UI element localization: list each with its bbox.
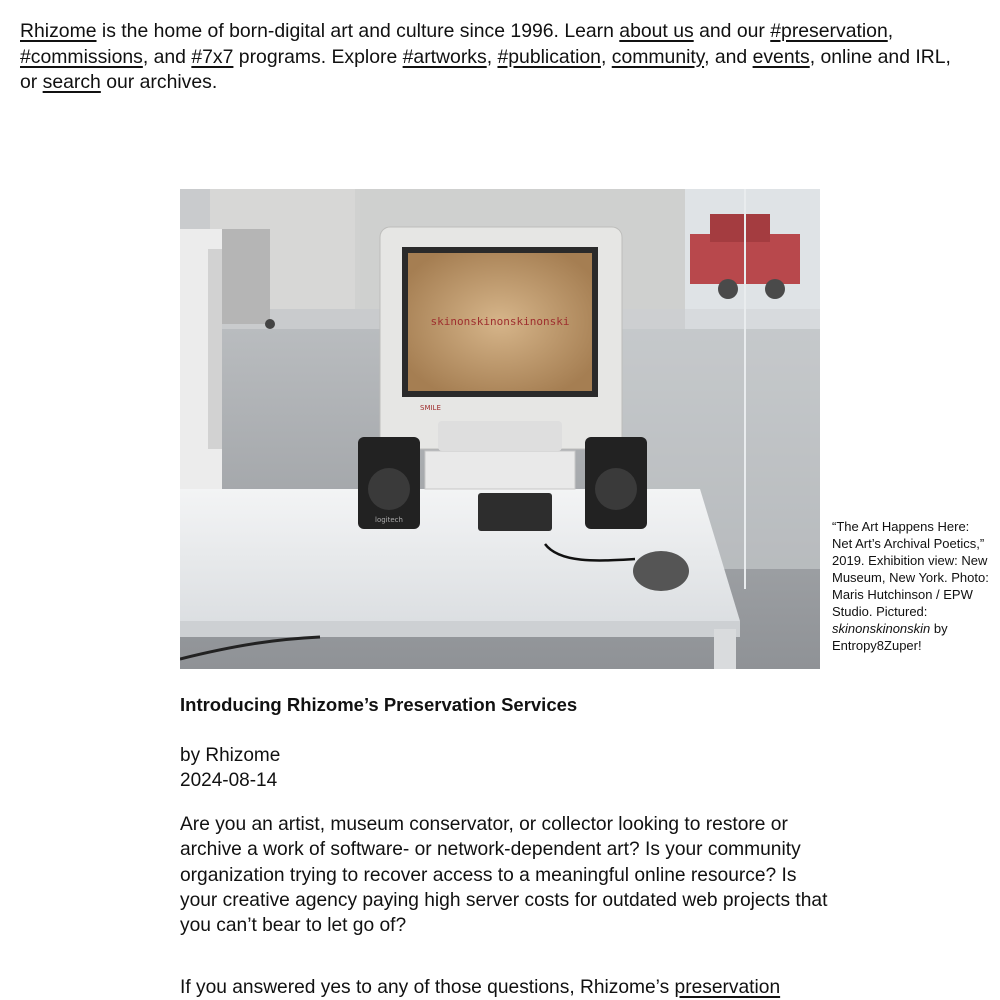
screen-artwork-text: skinonskinonskinonski — [430, 315, 570, 328]
red-truck-cab — [710, 214, 770, 242]
intro-text: , online and IRL, or — [20, 45, 951, 93]
cart-wheel — [265, 319, 275, 329]
intro-text: , — [887, 20, 894, 42]
left-monitor-shade — [208, 249, 222, 449]
table-leg — [714, 629, 736, 669]
community-link[interactable]: community — [611, 45, 705, 68]
intro-text: our archives. — [100, 71, 218, 93]
artworks-link[interactable]: #artworks — [402, 45, 487, 68]
table-edge — [180, 621, 740, 637]
photo-caption — [832, 518, 992, 654]
exhibition-photo — [180, 189, 820, 669]
intro-text: and our — [693, 20, 771, 42]
paragraph-text: If you answered yes to any of those questions, Rhizome’s — [180, 977, 675, 998]
speaker-brand: logitech — [375, 516, 403, 524]
monitor-badge: SMILE — [420, 404, 441, 412]
article-paragraph — [180, 975, 830, 1000]
preservation-services-link[interactable]: preservation — [674, 977, 781, 998]
exhibition-photo-illustration — [180, 189, 820, 669]
monitor-stand — [425, 451, 575, 489]
cart — [220, 229, 270, 324]
about-us-link[interactable]: about us — [619, 20, 694, 42]
commissions-link[interactable]: #commissions — [20, 45, 143, 68]
mouse — [633, 551, 689, 591]
caption-artwork-title: skinonskinonskin — [832, 621, 931, 636]
article-paragraph: Are you an artist, museum conservator, or collector looking to restore or archive a work of software- or network-dependent art? Is your community organization trying to recover access to a meaningful online resource? Is your creative agency paying high server costs for outdated web projects that you can’t bear to let go of? — [180, 814, 828, 937]
article-title: Introducing Rhizome’s Preservation Services — [180, 694, 578, 715]
site-intro — [20, 19, 970, 96]
article-date: 2024-08-14 — [180, 770, 278, 791]
publication-link[interactable]: #publication — [497, 45, 601, 68]
article-byline — [180, 743, 280, 793]
search-link[interactable]: search — [42, 71, 101, 93]
intro-text: , and — [704, 45, 753, 68]
preservation-link[interactable]: #preservation — [770, 20, 888, 42]
truck-wheel — [765, 279, 785, 299]
intro-text: , and — [142, 45, 192, 68]
caption-text: “The Art Happens Here: Net Art’s Archival Poetics,” 2019. Exhibition view: New Museum, New York. Photo: Maris Hutchinson / EPW Studio. Pictured: — [832, 519, 989, 619]
intro-text: is the home of born-digital art and culture since 1996. Learn — [96, 20, 620, 42]
intro-text: , — [486, 45, 498, 68]
monitor-base — [438, 421, 562, 451]
caption-artist: by Entropy8Zuper! — [832, 621, 948, 653]
small-computer — [478, 493, 552, 531]
truck-wheel — [718, 279, 738, 299]
article-author: by Rhizome — [180, 745, 281, 766]
left-speaker-cone — [368, 468, 410, 510]
intro-text: , — [600, 45, 612, 68]
intro-text: programs. Explore — [233, 45, 403, 68]
7x7-link[interactable]: #7x7 — [191, 45, 234, 68]
events-link[interactable]: events — [752, 45, 810, 68]
right-speaker-cone — [595, 468, 637, 510]
rhizome-link[interactable]: Rhizome — [20, 20, 97, 42]
